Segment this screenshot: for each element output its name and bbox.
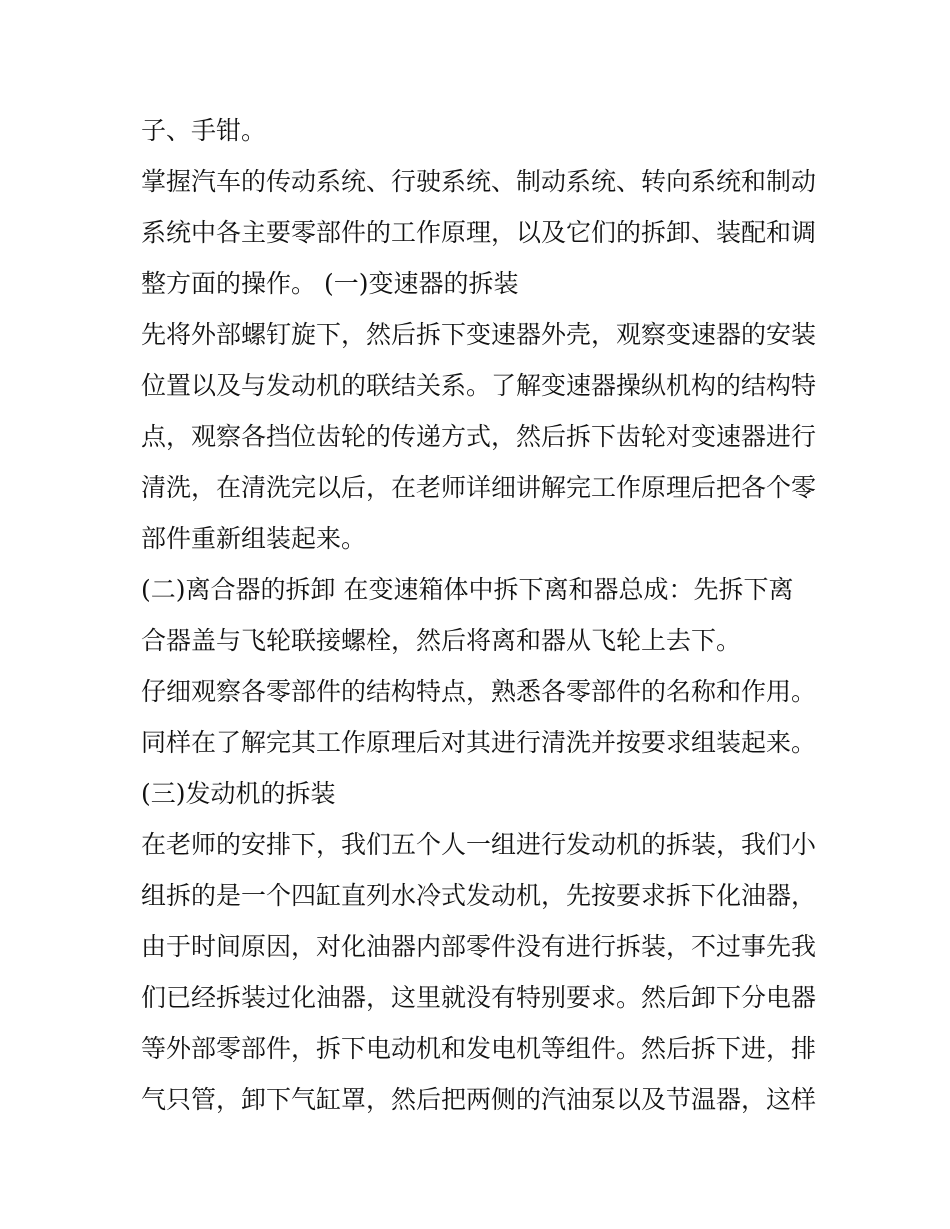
text-line: 组拆的是一个四缸直列水冷式发动机，先按要求拆下化油器， [141,881,817,910]
text-line: 位置以及与发动机的联结关系。了解变速器操纵机构的结构特 [141,371,817,400]
text-line: 整方面的操作。 (一)变速器的拆装 [141,269,519,298]
text-line: 合器盖与飞轮联接螺栓，然后将离和器从飞轮上去下。 [141,626,742,655]
text-line: 掌握汽车的传动系统、行驶系统、制动系统、转向系统和制动 [141,167,817,196]
text-line: 清洗，在清洗完以后，在老师详细讲解完工作原理后把各个零 [141,473,817,502]
text-line: 在老师的安排下，我们五个人一组进行发动机的拆装，我们小 [141,830,817,859]
text-line: (二)离合器的拆卸 在变速箱体中拆下离和器总成：先拆下离 [141,575,794,604]
text-line: 点，观察各挡位齿轮的传递方式，然后拆下齿轮对变速器进行 [141,422,817,451]
text-line: 等外部零部件，拆下电动机和发电机等组件。然后拆下进，排 [141,1034,817,1063]
text-line: 由于时间原因，对化油器内部零件没有进行拆装，不过事先我 [141,932,817,961]
text-line: 们已经拆装过化油器，这里就没有特别要求。然后卸下分电器 [141,983,817,1012]
document-body [141,105,821,1125]
text-line: 系统中各主要零部件的工作原理，以及它们的拆卸、装配和调 [141,218,817,247]
text-line: 子、手钳。 [141,116,267,145]
text-line: 部件重新组装起来。 [141,524,367,553]
text-line: 先将外部螺钉旋下，然后拆下变速器外壳，观察变速器的安装 [141,320,817,349]
text-line: 同样在了解完其工作原理后对其进行清洗并按要求组装起来。 [141,728,817,757]
text-line: (三)发动机的拆装 [141,779,336,808]
text-line: 仔细观察各零部件的结构特点，熟悉各零部件的名称和作用。 [141,677,817,706]
text-line: 气只管，卸下气缸罩，然后把两侧的汽油泵以及节温器，这样 [141,1085,817,1114]
